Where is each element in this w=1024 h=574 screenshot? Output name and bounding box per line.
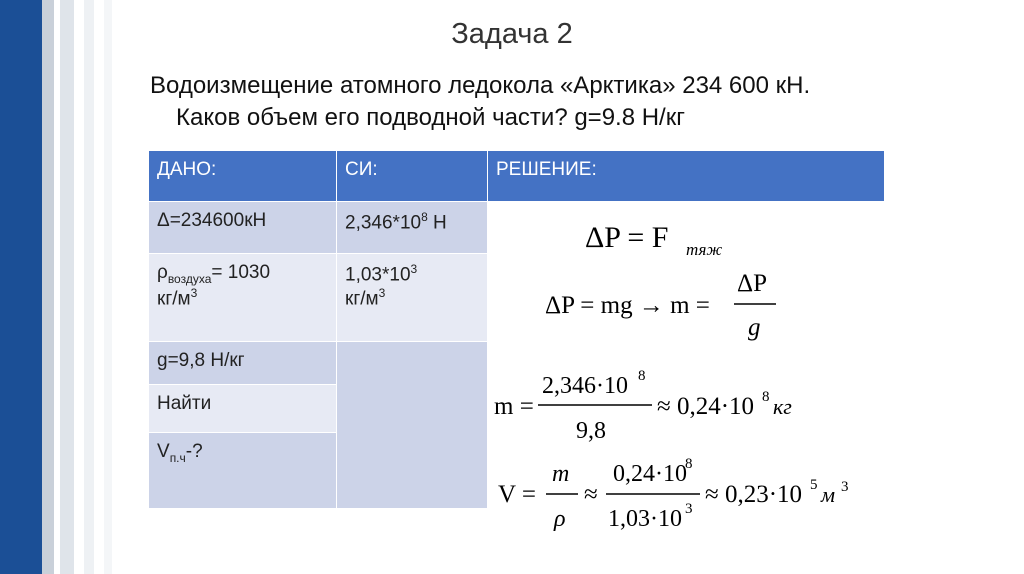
problem-line-1: Водоизмещение атомного ледокола «Арктика» 234 600 кН. [150,72,811,99]
formula-4-denominator-1: ρ [554,506,566,532]
formula-4-denominator-2-exp: 3 [685,501,693,517]
si-empty-cell [337,342,488,509]
table-header-row [149,151,885,202]
given-gravity: g=9,8 Н/кг [149,342,337,385]
formula-3-numerator: 2,346·10 [542,373,628,399]
si-density-unit-exp: 3 [378,286,386,301]
formula-4-approx: ≈ [584,481,598,508]
formula-3-unit: кг [773,394,792,419]
formula-4-numerator-1: m [552,461,570,487]
decor-stripe-faint [104,0,112,574]
find-volume-symbol: V [157,441,170,462]
slide-title: Задача 2 [451,18,573,50]
given-density [149,254,337,342]
density-subscript: воздуха [167,271,212,286]
si-displacement-exp: 8 [421,210,428,224]
formula-2-denominator: g [748,314,761,341]
formula-4-result-exp: 5 [810,477,818,493]
si-density [337,254,488,342]
density-value: = 1030 [211,262,271,283]
header-si: СИ: [337,151,488,202]
formula-4-denominator-2: 1,03·10 [608,506,682,532]
formula-3-result-exp: 8 [762,389,770,405]
decor-stripe-gray [42,0,54,574]
problem-statement [150,70,990,134]
formula-3-left: m = [494,393,534,420]
si-density-base: 1,03*10 [345,264,411,286]
header-solution: РЕШЕНИЕ: [488,151,885,202]
si-displacement [337,202,488,254]
formula-2-numerator: ΔP [737,270,767,297]
formula-3-numerator-exp: 8 [638,368,646,384]
formula-2-left: ΔP = mg → m = [545,292,710,319]
header-given: ДАНО: [149,151,337,202]
si-density-exp: 3 [410,262,418,276]
formula-4-numerator-2-exp: 8 [685,456,693,472]
decor-stripe-lighter [84,0,94,574]
formula-weight-force [585,221,722,259]
formula-mass [545,270,776,341]
formula-4-unit: м [821,482,836,507]
density-unit: кг/м [157,288,191,310]
si-density-unit: кг/м [345,288,379,310]
formula-volume [498,456,849,532]
density-unit-exp: 3 [190,285,198,300]
formula-4-result: ≈ 0,23·10 [705,481,803,508]
solution-formulas [490,205,870,545]
find-label: Найти [149,385,337,433]
formula-mass-value [494,368,792,444]
formula-1-main: ΔP = F [585,221,669,254]
formula-3-result: ≈ 0,24·10 [657,393,755,420]
formula-3-denominator: 9,8 [576,418,606,444]
formula-4-unit-exp: 3 [841,479,849,495]
formula-4-left: V = [498,481,536,508]
find-volume-subscript: п.ч [169,450,186,465]
problem-line-2: Каков объем его подводной части? g=9.8 Н/кг [176,104,685,131]
si-displacement-base: 2,346*10 [345,212,422,234]
formula-4-numerator-2: 0,24·10 [613,461,687,487]
given-displacement: Δ=234600кН [149,202,337,254]
decor-stripe-light [60,0,74,574]
find-volume-question: -? [185,441,203,462]
find-volume [149,433,337,509]
density-symbol: ρ [157,262,168,283]
si-displacement-unit: Н [427,212,447,234]
decor-stripe-blue [0,0,42,574]
formula-1-sub: тяж [686,240,723,259]
